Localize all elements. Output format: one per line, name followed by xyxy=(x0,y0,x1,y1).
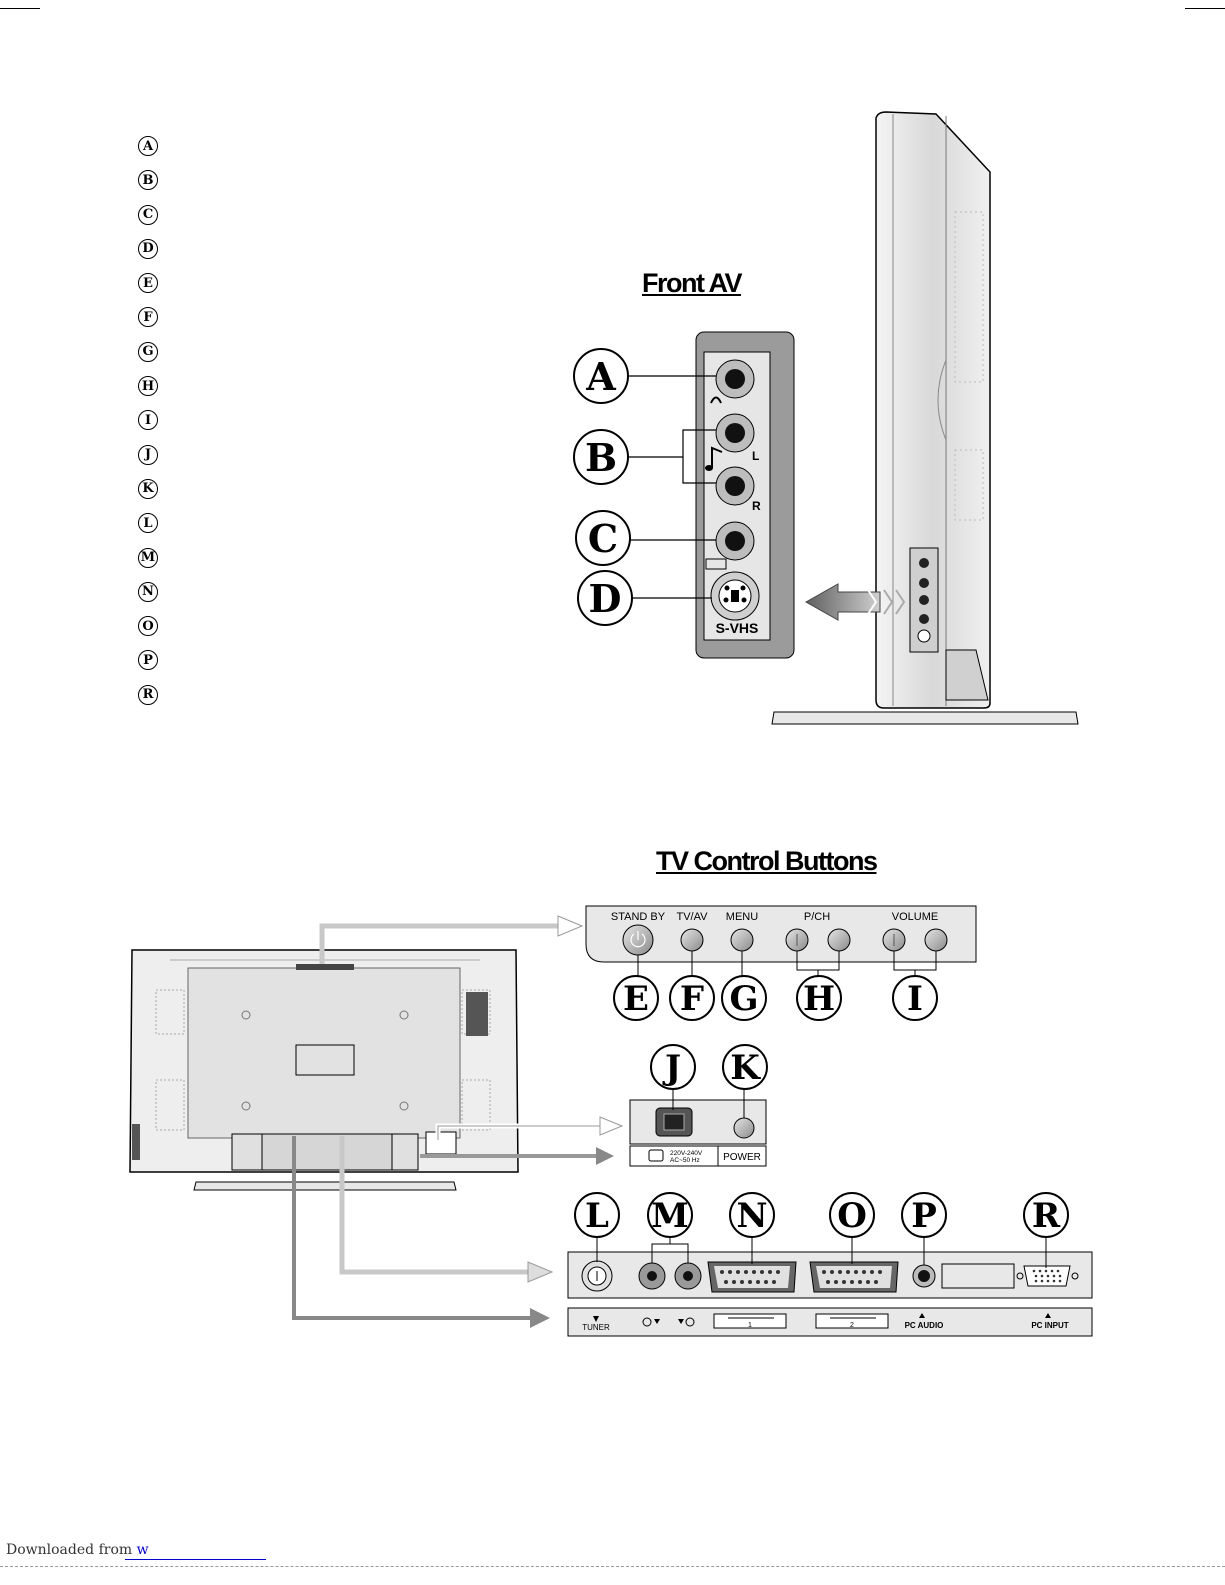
tvav-button[interactable] xyxy=(681,929,703,951)
callout-letter: F xyxy=(679,979,705,1019)
scart-1-label: 1 xyxy=(748,1322,752,1329)
legend-letter: C xyxy=(138,205,158,225)
legend-letter: O xyxy=(138,616,158,636)
power-button[interactable] xyxy=(734,1118,754,1138)
legend-letter: B xyxy=(138,170,158,190)
callout-letter: L xyxy=(585,1196,609,1236)
legend-letter: J xyxy=(138,445,158,465)
legend-letter: N xyxy=(138,582,158,602)
button-label-menu: MENU xyxy=(725,911,759,923)
legend-letter: G xyxy=(138,342,158,362)
footer-text xyxy=(6,1542,149,1558)
callout-letter: G xyxy=(729,979,759,1019)
callout-letter: P xyxy=(911,1196,937,1236)
callout-letter: D xyxy=(588,576,622,621)
jack-label-right: R xyxy=(752,499,761,513)
callout-letter: E xyxy=(623,979,649,1019)
voltage-label-line1: 220V-240V xyxy=(670,1150,703,1157)
tv-side-view xyxy=(772,112,1078,724)
legend-letter: P xyxy=(138,650,158,670)
callout-letter: M xyxy=(651,1196,689,1236)
callout-letter: O xyxy=(837,1196,867,1236)
legend-letter: R xyxy=(138,685,158,705)
button-label-tvav: TV/AV xyxy=(676,911,708,923)
legend-letter: K xyxy=(138,479,158,499)
rear-connector-panel xyxy=(568,1252,1092,1336)
page-bottom-rule xyxy=(0,1566,1225,1567)
button-label-standby: STAND BY xyxy=(610,911,666,923)
callout-letter: B xyxy=(584,435,618,480)
legend-letter: L xyxy=(138,513,158,533)
tuner-label: TUNER xyxy=(582,1323,610,1332)
scart-2-label: 2 xyxy=(850,1322,854,1329)
legend-letter: D xyxy=(138,239,158,259)
front-av-panel xyxy=(696,332,794,658)
power-label: POWER xyxy=(723,1152,761,1163)
callout-letter: A xyxy=(586,354,616,399)
callout-letter: I xyxy=(907,979,923,1019)
volume-up-button[interactable] xyxy=(925,929,947,951)
legend-letter: H xyxy=(138,376,158,396)
front-av-title: Front AV xyxy=(642,268,741,298)
callout-letter: K xyxy=(730,1048,760,1088)
pc-input-label: PC INPUT xyxy=(1031,1321,1069,1330)
callout-letter: C xyxy=(587,516,619,561)
jack-label-left: L xyxy=(752,449,760,463)
pc-audio-label: PC AUDIO xyxy=(904,1321,944,1330)
callout-letter: H xyxy=(802,979,836,1019)
tv-control-buttons-title: TV Control Buttons xyxy=(656,846,877,876)
front-av-callouts xyxy=(574,349,716,625)
callout-letter: J xyxy=(664,1048,682,1088)
tv-control-panel xyxy=(586,906,976,962)
voltage-label-line2: AC~50 Hz xyxy=(670,1157,700,1164)
button-label-pch: P/CH xyxy=(803,911,831,923)
footer-link-underline xyxy=(125,1559,266,1560)
power-panel xyxy=(630,1100,766,1166)
pch-up-button[interactable] xyxy=(828,929,850,951)
legend-letter: F xyxy=(138,307,158,327)
button-label-volume: VOLUME xyxy=(891,911,939,923)
callout-letter: R xyxy=(1031,1196,1061,1236)
footer-link[interactable]: w xyxy=(136,1542,149,1558)
jack-label-svhs: S-VHS xyxy=(715,620,759,636)
legend-letter: M xyxy=(138,548,158,568)
legend-letter: E xyxy=(138,273,158,293)
legend-letter: I xyxy=(138,410,158,430)
menu-button[interactable] xyxy=(731,929,753,951)
callout-letter: N xyxy=(736,1196,768,1236)
footer-prefix: Downloaded from xyxy=(6,1542,137,1558)
legend-letter: A xyxy=(138,136,158,156)
